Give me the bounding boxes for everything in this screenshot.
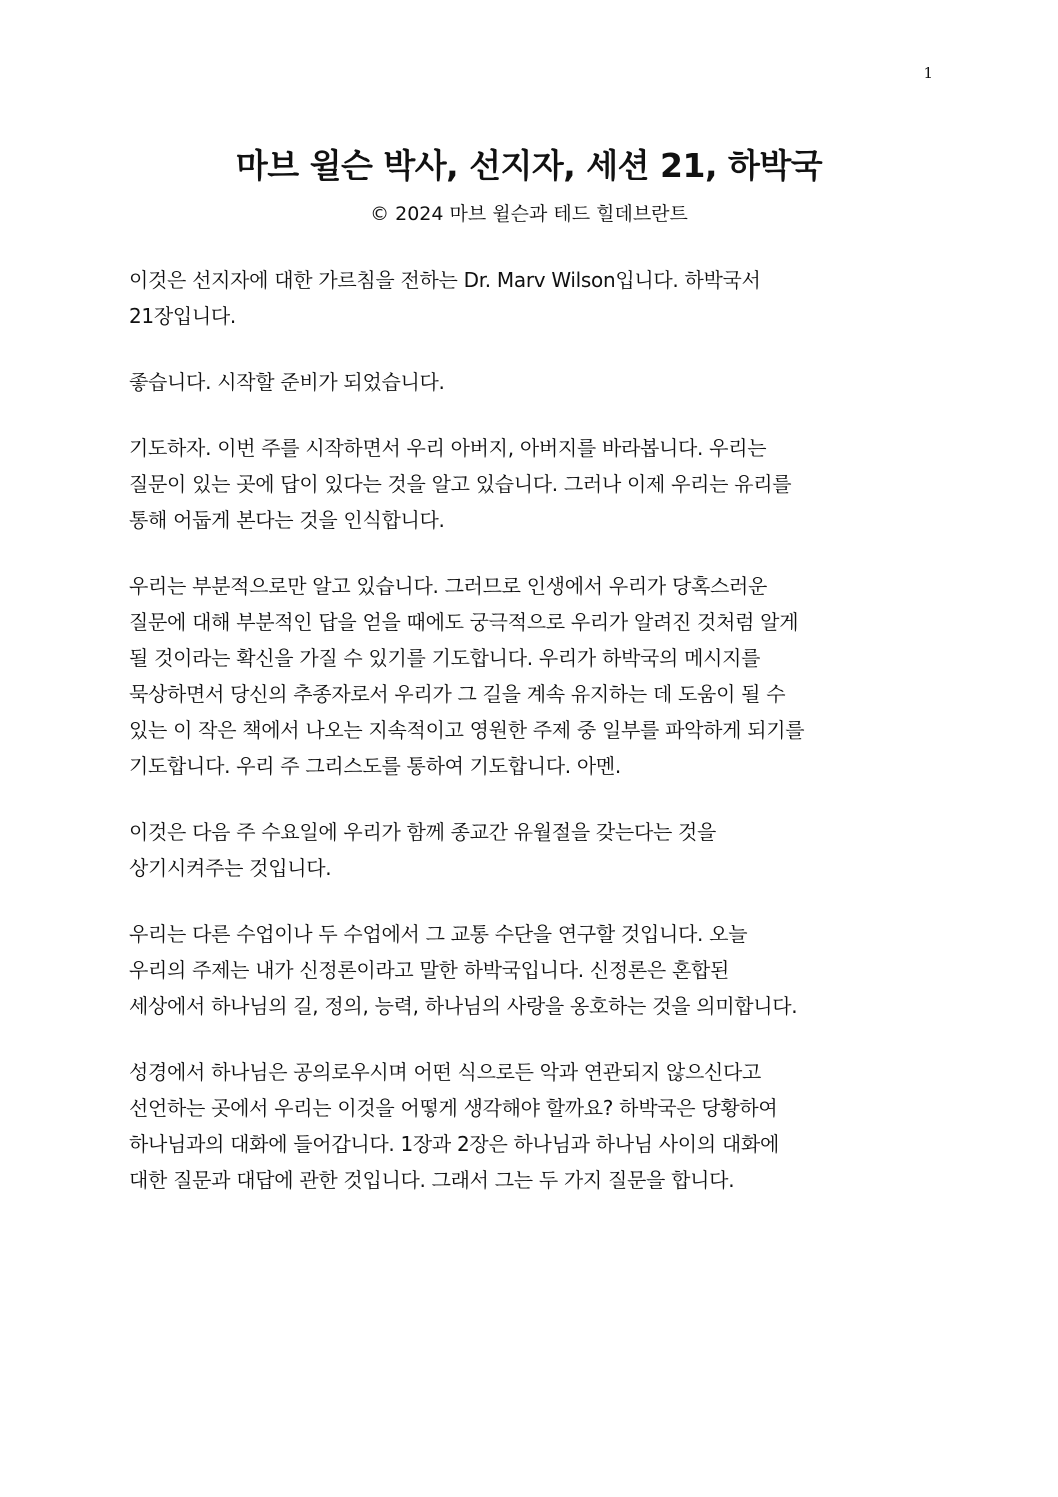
paragraph-4 [129, 568, 929, 784]
text-line: 통해 어둡게 본다는 것을 인식합니다. [129, 508, 445, 532]
text-line: 우리의 주제는 내가 신정론이라고 말한 하박국입니다. 신정론은 혼합된 [129, 958, 730, 982]
text-line: 21장입니다. [129, 304, 236, 328]
text-line: 세상에서 하나님의 길, 정의, 능력, 하나님의 사랑을 옹호하는 것을 의미합니다. [129, 994, 798, 1018]
paragraph-6 [129, 916, 929, 1024]
text-line: 좋습니다. 시작할 준비가 되었습니다. [129, 370, 445, 394]
text-line: 이것은 선지자에 대한 가르침을 전하는 Dr. Marv Wilson입니다. 하박국서 [129, 268, 761, 292]
text-line: 있는 이 작은 책에서 나오는 지속적이고 영원한 주제 중 일부를 파악하게 되기를 [129, 718, 805, 742]
text-line: 기도하자. 이번 주를 시작하면서 우리 아버지, 아버지를 바라봅니다. 우리는 [129, 436, 767, 460]
text-line: 우리는 다른 수업이나 두 수업에서 그 교통 수단을 연구할 것입니다. 오늘 [129, 922, 748, 946]
text-line: 묵상하면서 당신의 추종자로서 우리가 그 길을 계속 유지하는 데 도움이 될 수 [129, 682, 786, 706]
text-line: 질문에 대해 부분적인 답을 얻을 때에도 궁극적으로 우리가 알려진 것처럼 알게 [129, 610, 799, 634]
text-line: 질문이 있는 곳에 답이 있다는 것을 알고 있습니다. 그러나 이제 우리는 유리를 [129, 472, 792, 496]
document-title: 마브 윌슨 박사, 선지자, 세션 21, 하박국 [235, 146, 823, 185]
text-line: 선언하는 곳에서 우리는 이것을 어떻게 생각해야 할까요? 하박국은 당황하여 [129, 1096, 778, 1120]
paragraph-7 [129, 1054, 929, 1198]
page-number: 1 [923, 64, 933, 82]
paragraph-1 [129, 262, 929, 334]
text-line: 대한 질문과 대답에 관한 것입니다. 그래서 그는 두 가지 질문을 합니다. [129, 1168, 735, 1192]
copyright-line: © 2024 마브 윌슨과 테드 힐데브란트 [370, 203, 688, 225]
text-line: 이것은 다음 주 수요일에 우리가 함께 종교간 유월절을 갖는다는 것을 [129, 820, 717, 844]
text-line: 하나님과의 대화에 들어갑니다. 1장과 2장은 하나님과 하나님 사이의 대화에 [129, 1132, 779, 1156]
document-body [129, 262, 929, 1228]
text-line: 될 것이라는 확신을 가질 수 있기를 기도합니다. 우리가 하박국의 메시지를 [129, 646, 761, 670]
paragraph-3 [129, 430, 929, 538]
text-line: 기도합니다. 우리 주 그리스도를 통하여 기도합니다. 아멘. [129, 754, 621, 778]
paragraph-5 [129, 814, 929, 886]
paragraph-2 [129, 364, 929, 400]
text-line: 성경에서 하나님은 공의로우시며 어떤 식으로든 악과 연관되지 않으신다고 [129, 1060, 762, 1084]
text-line: 상기시켜주는 것입니다. [129, 856, 332, 880]
text-line: 우리는 부분적으로만 알고 있습니다. 그러므로 인생에서 우리가 당혹스러운 [129, 574, 768, 598]
